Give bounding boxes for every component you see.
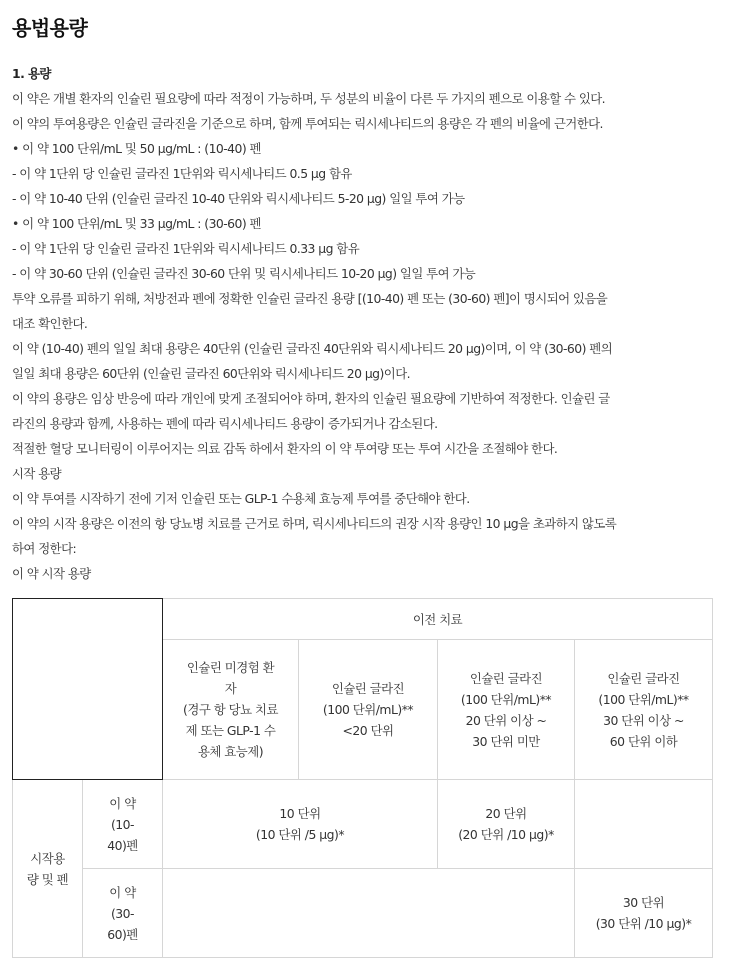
prior-treatment-header: 이전 치료 [163, 599, 713, 640]
dose-cell-30-units: 30 단위 (30 단위 /10 μg)* [575, 869, 713, 958]
paragraph-line: 이 약의 투여용량은 인슐린 글라진을 기준으로 하며, 함께 투여되는 릭시세나티드의 용량은 각 펜의 비율에 근거한다. [12, 116, 603, 131]
starting-dose-table [12, 598, 713, 958]
paragraph-line: 투약 오류를 피하기 위해, 처방전과 펜에 정확한 인슐린 글라진 용량 [(10-40) 펜 또는 (30-60) 펜]이 명시되어 있음을 [12, 291, 608, 306]
column-header-glargine-20-30: 인슐린 글라진 (100 단위/mL)** 20 단위 이상 ~ 30 단위 미만 [438, 640, 575, 780]
paragraph-line: 이 약의 용량은 임상 반응에 따라 개인에 맞게 조절되어야 하며, 환자의 인슐린 필요량에 기반하여 적정한다. 인슐린 글 [12, 391, 610, 406]
pen-label-30-60: 이 약 (30- 60)펜 [83, 869, 163, 958]
bullet-line: • 이 약 100 단위/mL 및 50 μg/mL : (10-40) 펜 [12, 141, 261, 156]
dash-line: - 이 약 1단위 당 인슐린 글라진 1단위와 릭시세나티드 0.33 μg 함유 [12, 241, 360, 256]
pen-label-10-40: 이 약 (10- 40)펜 [83, 780, 163, 869]
paragraph-line: 이 약의 시작 용량은 이전의 항 당뇨병 치료를 근거로 하며, 릭시세나티드의 권장 시작 용량인 10 μg을 초과하지 않도록 [12, 516, 617, 531]
row-group-label: 시작용 량 및 펜 [13, 780, 83, 958]
column-header-glargine-30-60: 인슐린 글라진 (100 단위/mL)** 30 단위 이상 ~ 60 단위 이하 [575, 640, 713, 780]
column-header-glargine-under-20: 인슐린 글라진 (100 단위/mL)** <20 단위 [299, 640, 438, 780]
paragraph-line: 일일 최대 용량은 60단위 (인슐린 글라진 60단위와 릭시세나티드 20 μg)이다. [12, 366, 411, 381]
page-title: 용법용량 [12, 16, 88, 40]
section-heading: 1. 용량 [12, 66, 51, 81]
paragraph-line: 이 약 (10-40) 펜의 일일 최대 용량은 40단위 (인슐린 글라진 40단위와 릭시세나티드 20 μg)이며, 이 약 (30-60) 펜의 [12, 341, 613, 356]
column-header-insulin-naive: 인슐린 미경험 환 자 (경구 항 당뇨 치료 제 또는 GLP-1 수 용체 효능제) [163, 640, 299, 780]
paragraph-line: 하여 정한다: [12, 541, 77, 556]
paragraph-line: 이 약은 개별 환자의 인슐린 필요량에 따라 적정이 가능하며, 두 성분의 비율이 다른 두 가지의 펜으로 이용할 수 있다. [12, 91, 606, 106]
paragraph-line: 이 약 투여를 시작하기 전에 기저 인슐린 또는 GLP-1 수용체 효능제 투여를 중단해야 한다. [12, 491, 470, 506]
dash-line: - 이 약 10-40 단위 (인슐린 글라진 10-40 단위와 릭시세나티드 5-20 μg) 일일 투여 가능 [12, 191, 465, 206]
dose-cell-10-units: 10 단위 (10 단위 /5 μg)* [163, 780, 438, 869]
dash-line: - 이 약 1단위 당 인슐린 글라진 1단위와 릭시세나티드 0.5 μg 함유 [12, 166, 352, 181]
subheading-line: 시작 용량 [12, 466, 62, 481]
bullet-line: • 이 약 100 단위/mL 및 33 μg/mL : (30-60) 펜 [12, 216, 261, 231]
dose-cell-20-units: 20 단위 (20 단위 /10 μg)* [438, 780, 575, 869]
empty-cell [163, 869, 575, 958]
dosage-text [12, 61, 734, 586]
table-corner-cell [13, 599, 163, 780]
paragraph-line: 대조 확인한다. [12, 316, 88, 331]
paragraph-line: 라진의 용량과 함께, 사용하는 펜에 따라 릭시세나티드 용량이 증가되거나 감소된다. [12, 416, 438, 431]
paragraph-line: 이 약 시작 용량 [12, 566, 91, 581]
paragraph-line: 적절한 혈당 모니터링이 이루어지는 의료 감독 하에서 환자의 이 약 투여량 또는 투여 시간을 조절해야 한다. [12, 441, 558, 456]
dash-line: - 이 약 30-60 단위 (인슐린 글라진 30-60 단위 및 릭시세나티드 10-20 μg) 일일 투여 가능 [12, 266, 476, 281]
empty-cell [575, 780, 713, 869]
